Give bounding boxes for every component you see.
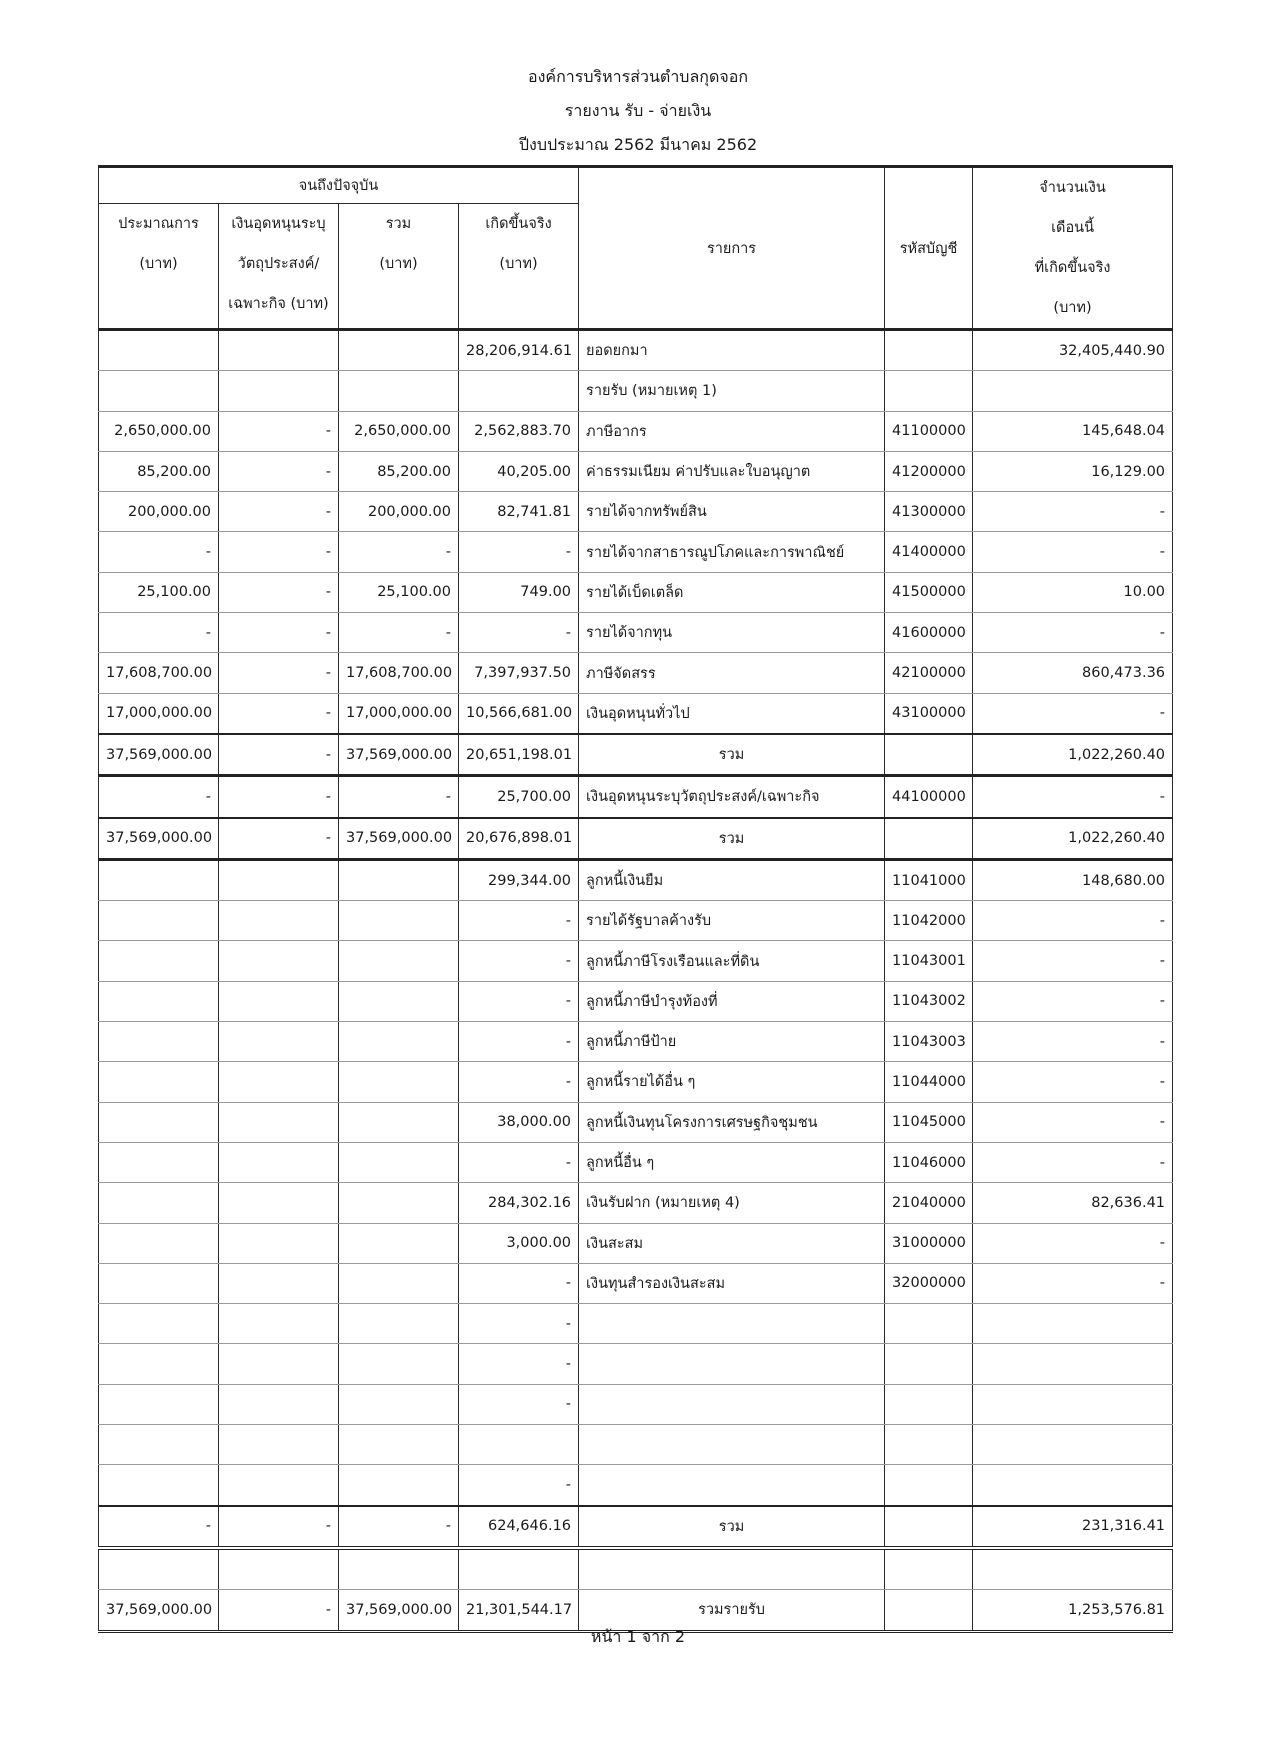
cell-estimate: 200,000.00 — [99, 492, 219, 532]
cell-item: ภาษีจัดสรร — [579, 653, 885, 693]
cell-total — [339, 1425, 459, 1465]
cell-month-amount — [973, 371, 1173, 411]
header-month-line1: จำนวนเงิน — [1039, 180, 1106, 196]
cell-estimate — [99, 1384, 219, 1424]
header-subsidy-line3: เฉพาะกิจ (บาท) — [228, 296, 329, 313]
cell-subsidy: - — [219, 1506, 339, 1548]
header-account-code: รหัสบัญชี — [885, 167, 973, 330]
cell-subsidy — [219, 1384, 339, 1424]
cell-account-code: 11044000 — [885, 1062, 973, 1102]
table-row — [99, 1548, 1173, 1590]
cell-account-code — [885, 1425, 973, 1465]
cell-estimate: 2,650,000.00 — [99, 411, 219, 451]
cell-total: 17,000,000.00 — [339, 693, 459, 734]
header-actual-line2: (บาท) — [499, 256, 538, 273]
cell-total — [339, 371, 459, 411]
cell-item: ลูกหนี้ภาษีป้าย — [579, 1022, 885, 1062]
cell-item: ภาษีอากร — [579, 411, 885, 451]
cell-subsidy — [219, 1465, 339, 1506]
cell-estimate — [99, 859, 219, 900]
report-title: รายงาน รับ - จ่ายเงิน — [564, 101, 712, 120]
cell-account-code — [885, 371, 973, 411]
cell-actual: 20,651,198.01 — [459, 734, 579, 776]
cell-account-code — [885, 818, 973, 860]
cell-account-code: 44100000 — [885, 776, 973, 818]
cell-month-amount: 1,022,260.40 — [973, 818, 1173, 860]
cell-account-code: 11043002 — [885, 981, 973, 1021]
cell-estimate — [99, 901, 219, 941]
cell-month-amount: - — [973, 901, 1173, 941]
cell-actual: 749.00 — [459, 572, 579, 612]
cell-actual: 2,562,883.70 — [459, 411, 579, 451]
table-row — [99, 653, 1173, 693]
cell-actual: - — [459, 1142, 579, 1182]
organization-name: องค์การบริหารส่วนตำบลกุดจอก — [527, 67, 749, 86]
cell-item: รายได้จากทุน — [579, 613, 885, 653]
cell-item: รายได้จากทรัพย์สิน — [579, 492, 885, 532]
cell-actual: 624,646.16 — [459, 1506, 579, 1548]
table-row — [99, 411, 1173, 451]
cell-total — [339, 1142, 459, 1182]
cell-item: เงินอุดหนุนระบุวัตถุประสงค์/เฉพาะกิจ — [579, 776, 885, 818]
cell-total — [339, 1062, 459, 1102]
cell-account-code: 11043003 — [885, 1022, 973, 1062]
cell-subsidy — [219, 981, 339, 1021]
cell-item: ลูกหนี้รายได้อื่น ๆ — [579, 1062, 885, 1102]
cell-subsidy: - — [219, 492, 339, 532]
table-row — [99, 1384, 1173, 1424]
cell-item: เงินอุดหนุนทั่วไป — [579, 693, 885, 734]
cell-estimate — [99, 1304, 219, 1344]
cell-month-amount: - — [973, 1223, 1173, 1263]
cell-account-code — [885, 1506, 973, 1548]
cell-subsidy — [219, 1022, 339, 1062]
cell-item: ลูกหนี้ภาษีบำรุงท้องที่ — [579, 981, 885, 1021]
header-month-line2: เดือนนี้ — [1051, 220, 1094, 236]
cell-estimate — [99, 1223, 219, 1263]
cell-estimate — [99, 1062, 219, 1102]
cell-subsidy: - — [219, 532, 339, 572]
table-row — [99, 1465, 1173, 1506]
cell-estimate — [99, 1102, 219, 1142]
cell-total — [339, 330, 459, 371]
cell-estimate: 17,608,700.00 — [99, 653, 219, 693]
cell-month-amount: - — [973, 981, 1173, 1021]
cell-subsidy — [219, 941, 339, 981]
header-subsidy-line1: เงินอุดหนุนระบุ — [231, 216, 326, 233]
table-row — [99, 901, 1173, 941]
cell-subsidy — [219, 1102, 339, 1142]
cell-account-code — [885, 1465, 973, 1506]
cell-actual: 299,344.00 — [459, 859, 579, 900]
cell-actual: - — [459, 1062, 579, 1102]
cell-total — [339, 1384, 459, 1424]
cell-actual: - — [459, 1304, 579, 1344]
cell-total: - — [339, 776, 459, 818]
page-number: หน้า 1 จาก 2 — [590, 1627, 686, 1646]
cell-estimate: 37,569,000.00 — [99, 1590, 219, 1631]
cell-subsidy: - — [219, 693, 339, 734]
cell-actual: - — [459, 981, 579, 1021]
cell-month-amount: 82,636.41 — [973, 1183, 1173, 1223]
table-row — [99, 734, 1173, 776]
cell-actual: - — [459, 613, 579, 653]
cell-total — [339, 859, 459, 900]
cell-estimate — [99, 941, 219, 981]
cell-actual: 25,700.00 — [459, 776, 579, 818]
cell-month-amount: 32,405,440.90 — [973, 330, 1173, 371]
cell-month-amount — [973, 1344, 1173, 1384]
cell-account-code: 41200000 — [885, 451, 973, 491]
cell-total — [339, 1102, 459, 1142]
table-row — [99, 1022, 1173, 1062]
cell-total: 200,000.00 — [339, 492, 459, 532]
cell-estimate: - — [99, 532, 219, 572]
cell-estimate: - — [99, 1506, 219, 1548]
cell-actual — [459, 1425, 579, 1465]
cell-month-amount: - — [973, 1263, 1173, 1303]
cell-item: รวมรายรับ — [579, 1590, 885, 1631]
cell-estimate — [99, 1344, 219, 1384]
cell-item: ลูกหนี้เงินทุนโครงการเศรษฐกิจชุมชน — [579, 1102, 885, 1142]
cell-item — [579, 1548, 885, 1590]
cell-actual: 284,302.16 — [459, 1183, 579, 1223]
cell-item — [579, 1304, 885, 1344]
header-estimate-line2: (บาท) — [139, 256, 178, 273]
cell-month-amount: 1,022,260.40 — [973, 734, 1173, 776]
cell-month-amount: - — [973, 941, 1173, 981]
header-total-line2: (บาท) — [379, 256, 418, 273]
cell-estimate — [99, 1022, 219, 1062]
cell-actual: 21,301,544.17 — [459, 1590, 579, 1631]
cell-month-amount: - — [973, 1062, 1173, 1102]
cell-item: เงินทุนสำรองเงินสะสม — [579, 1263, 885, 1303]
cell-actual: - — [459, 532, 579, 572]
cell-account-code — [885, 1344, 973, 1384]
cell-item: รวม — [579, 734, 885, 776]
cell-estimate: 85,200.00 — [99, 451, 219, 491]
receipts-payments-table — [98, 165, 1173, 1633]
table-row — [99, 1506, 1173, 1548]
table-row — [99, 941, 1173, 981]
table-row — [99, 1425, 1173, 1465]
cell-item: ลูกหนี้เงินยืม — [579, 859, 885, 900]
cell-account-code: 42100000 — [885, 653, 973, 693]
cell-month-amount: 860,473.36 — [973, 653, 1173, 693]
cell-actual: - — [459, 1263, 579, 1303]
cell-total — [339, 1263, 459, 1303]
table-row — [99, 532, 1173, 572]
cell-actual: 40,205.00 — [459, 451, 579, 491]
table-row — [99, 1183, 1173, 1223]
cell-actual: - — [459, 1465, 579, 1506]
cell-item: ยอดยกมา — [579, 330, 885, 371]
header-month-amount — [973, 167, 1173, 330]
table-row — [99, 1062, 1173, 1102]
header-actual — [459, 204, 579, 330]
cell-month-amount: 231,316.41 — [973, 1506, 1173, 1548]
cell-item: ลูกหนี้ภาษีโรงเรือนและที่ดิน — [579, 941, 885, 981]
cell-total — [339, 901, 459, 941]
cell-estimate: 25,100.00 — [99, 572, 219, 612]
cell-estimate — [99, 1548, 219, 1590]
cell-account-code — [885, 1384, 973, 1424]
cell-subsidy — [219, 1425, 339, 1465]
cell-total — [339, 941, 459, 981]
cell-subsidy: - — [219, 451, 339, 491]
cell-item: รายได้รัฐบาลค้างรับ — [579, 901, 885, 941]
cell-estimate — [99, 1263, 219, 1303]
cell-month-amount — [973, 1304, 1173, 1344]
cell-estimate — [99, 1465, 219, 1506]
table-row — [99, 1263, 1173, 1303]
cell-item: รายได้จากสาธารณูปโภคและการพาณิชย์ — [579, 532, 885, 572]
cell-month-amount — [973, 1384, 1173, 1424]
header-estimate — [99, 204, 219, 330]
cell-estimate: 37,569,000.00 — [99, 734, 219, 776]
cell-month-amount: 16,129.00 — [973, 451, 1173, 491]
cell-estimate — [99, 330, 219, 371]
table-row — [99, 1304, 1173, 1344]
cell-account-code: 41300000 — [885, 492, 973, 532]
cell-account-code — [885, 734, 973, 776]
cell-estimate — [99, 981, 219, 1021]
cell-subsidy: - — [219, 613, 339, 653]
cell-total: 37,569,000.00 — [339, 818, 459, 860]
cell-item: รายได้เบ็ดเตล็ด — [579, 572, 885, 612]
cell-subsidy — [219, 901, 339, 941]
cell-actual: 3,000.00 — [459, 1223, 579, 1263]
cell-estimate: - — [99, 613, 219, 653]
cell-actual: - — [459, 901, 579, 941]
header-month-line3: ที่เกิดขึ้นจริง — [1034, 260, 1111, 276]
cell-estimate — [99, 1183, 219, 1223]
cell-item: เงินรับฝาก (หมายเหตุ 4) — [579, 1183, 885, 1223]
table-row — [99, 371, 1173, 411]
cell-total — [339, 1022, 459, 1062]
cell-subsidy: - — [219, 572, 339, 612]
cell-month-amount: 148,680.00 — [973, 859, 1173, 900]
cell-subsidy: - — [219, 1590, 339, 1631]
header-subsidy-line2: วัตถุประสงค์/ — [237, 256, 320, 273]
cell-account-code: 11045000 — [885, 1102, 973, 1142]
cell-account-code: 41500000 — [885, 572, 973, 612]
cell-estimate — [99, 371, 219, 411]
cell-month-amount — [973, 1465, 1173, 1506]
cell-actual: 7,397,937.50 — [459, 653, 579, 693]
cell-actual — [459, 371, 579, 411]
cell-subsidy — [219, 1223, 339, 1263]
cell-item — [579, 1384, 885, 1424]
cell-total: - — [339, 1506, 459, 1548]
table-row — [99, 451, 1173, 491]
cell-estimate — [99, 1142, 219, 1182]
cell-subsidy — [219, 1062, 339, 1102]
cell-month-amount: - — [973, 1102, 1173, 1142]
cell-total: - — [339, 532, 459, 572]
table-row — [99, 818, 1173, 860]
cell-actual: 20,676,898.01 — [459, 818, 579, 860]
header-total-line1: รวม — [385, 216, 412, 233]
cell-account-code: 41600000 — [885, 613, 973, 653]
cell-subsidy — [219, 330, 339, 371]
cell-actual: 82,741.81 — [459, 492, 579, 532]
cell-subsidy — [219, 1344, 339, 1384]
header-cumulative-group: จนถึงปัจจุบัน — [99, 167, 579, 204]
cell-month-amount: - — [973, 532, 1173, 572]
table-row — [99, 492, 1173, 532]
cell-item: เงินสะสม — [579, 1223, 885, 1263]
cell-total: - — [339, 613, 459, 653]
report-period: ปีงบประมาณ 2562 มีนาคม 2562 — [518, 135, 758, 154]
cell-total — [339, 1183, 459, 1223]
cell-account-code — [885, 330, 973, 371]
cell-estimate: 37,569,000.00 — [99, 818, 219, 860]
cell-subsidy — [219, 859, 339, 900]
cell-subsidy: - — [219, 653, 339, 693]
cell-actual: - — [459, 1344, 579, 1384]
header-total — [339, 204, 459, 330]
cell-estimate: - — [99, 776, 219, 818]
table-row — [99, 1102, 1173, 1142]
cell-actual: - — [459, 1384, 579, 1424]
cell-item — [579, 1344, 885, 1384]
cell-month-amount — [973, 1548, 1173, 1590]
cell-total — [339, 1344, 459, 1384]
cell-estimate — [99, 1425, 219, 1465]
cell-total — [339, 981, 459, 1021]
cell-subsidy — [219, 1142, 339, 1182]
cell-actual: - — [459, 941, 579, 981]
table-row — [99, 1223, 1173, 1263]
cell-month-amount — [973, 1425, 1173, 1465]
cell-subsidy — [219, 1263, 339, 1303]
cell-account-code: 31000000 — [885, 1223, 973, 1263]
cell-month-amount: - — [973, 492, 1173, 532]
cell-total: 2,650,000.00 — [339, 411, 459, 451]
cell-account-code: 11041000 — [885, 859, 973, 900]
cell-subsidy: - — [219, 411, 339, 451]
cell-month-amount: - — [973, 613, 1173, 653]
cell-account-code: 32000000 — [885, 1263, 973, 1303]
cell-month-amount: - — [973, 1022, 1173, 1062]
cell-total: 37,569,000.00 — [339, 734, 459, 776]
cell-item: รายรับ (หมายเหตุ 1) — [579, 371, 885, 411]
cell-total: 37,569,000.00 — [339, 1590, 459, 1631]
cell-actual: 28,206,914.61 — [459, 330, 579, 371]
cell-total — [339, 1465, 459, 1506]
cell-item: รวม — [579, 1506, 885, 1548]
report-header — [0, 60, 1276, 162]
table-row — [99, 1344, 1173, 1384]
cell-actual: - — [459, 1022, 579, 1062]
table-row — [99, 330, 1173, 371]
cell-subsidy: - — [219, 776, 339, 818]
table-row — [99, 572, 1173, 612]
cell-account-code: 21040000 — [885, 1183, 973, 1223]
cell-month-amount: - — [973, 776, 1173, 818]
cell-total: 85,200.00 — [339, 451, 459, 491]
cell-item: รวม — [579, 818, 885, 860]
cell-subsidy — [219, 1548, 339, 1590]
cell-actual: 38,000.00 — [459, 1102, 579, 1142]
cell-subsidy: - — [219, 734, 339, 776]
cell-account-code: 41100000 — [885, 411, 973, 451]
cell-month-amount: 145,648.04 — [973, 411, 1173, 451]
table-row — [99, 859, 1173, 900]
cell-month-amount: 1,253,576.81 — [973, 1590, 1173, 1631]
cell-item: ลูกหนี้อื่น ๆ — [579, 1142, 885, 1182]
header-month-line4: (บาท) — [1053, 300, 1092, 316]
cell-total — [339, 1223, 459, 1263]
header-subsidy — [219, 204, 339, 330]
cell-item — [579, 1425, 885, 1465]
cell-total: 17,608,700.00 — [339, 653, 459, 693]
header-item: รายการ — [579, 167, 885, 330]
cell-total — [339, 1548, 459, 1590]
table-body — [99, 330, 1173, 1632]
table-row — [99, 776, 1173, 818]
cell-month-amount: 10.00 — [973, 572, 1173, 612]
header-actual-line1: เกิดขึ้นจริง — [485, 216, 552, 233]
table-header — [99, 167, 1173, 330]
cell-month-amount: - — [973, 1142, 1173, 1182]
header-estimate-line1: ประมาณการ — [118, 216, 199, 233]
cell-actual: 10,566,681.00 — [459, 693, 579, 734]
cell-subsidy — [219, 371, 339, 411]
cell-total — [339, 1304, 459, 1344]
table-row — [99, 693, 1173, 734]
cell-account-code — [885, 1304, 973, 1344]
cell-account-code: 11043001 — [885, 941, 973, 981]
cell-item: ค่าธรรมเนียม ค่าปรับและใบอนุญาต — [579, 451, 885, 491]
cell-total: 25,100.00 — [339, 572, 459, 612]
cell-month-amount: - — [973, 693, 1173, 734]
cell-subsidy — [219, 1304, 339, 1344]
cell-subsidy: - — [219, 818, 339, 860]
cell-account-code: 41400000 — [885, 532, 973, 572]
table-row — [99, 981, 1173, 1021]
table-row — [99, 1142, 1173, 1182]
cell-item — [579, 1465, 885, 1506]
cell-estimate: 17,000,000.00 — [99, 693, 219, 734]
cell-account-code: 11042000 — [885, 901, 973, 941]
table-row — [99, 613, 1173, 653]
cell-actual — [459, 1548, 579, 1590]
cell-account-code: 43100000 — [885, 693, 973, 734]
cell-subsidy — [219, 1183, 339, 1223]
cell-account-code: 11046000 — [885, 1142, 973, 1182]
cell-account-code — [885, 1548, 973, 1590]
